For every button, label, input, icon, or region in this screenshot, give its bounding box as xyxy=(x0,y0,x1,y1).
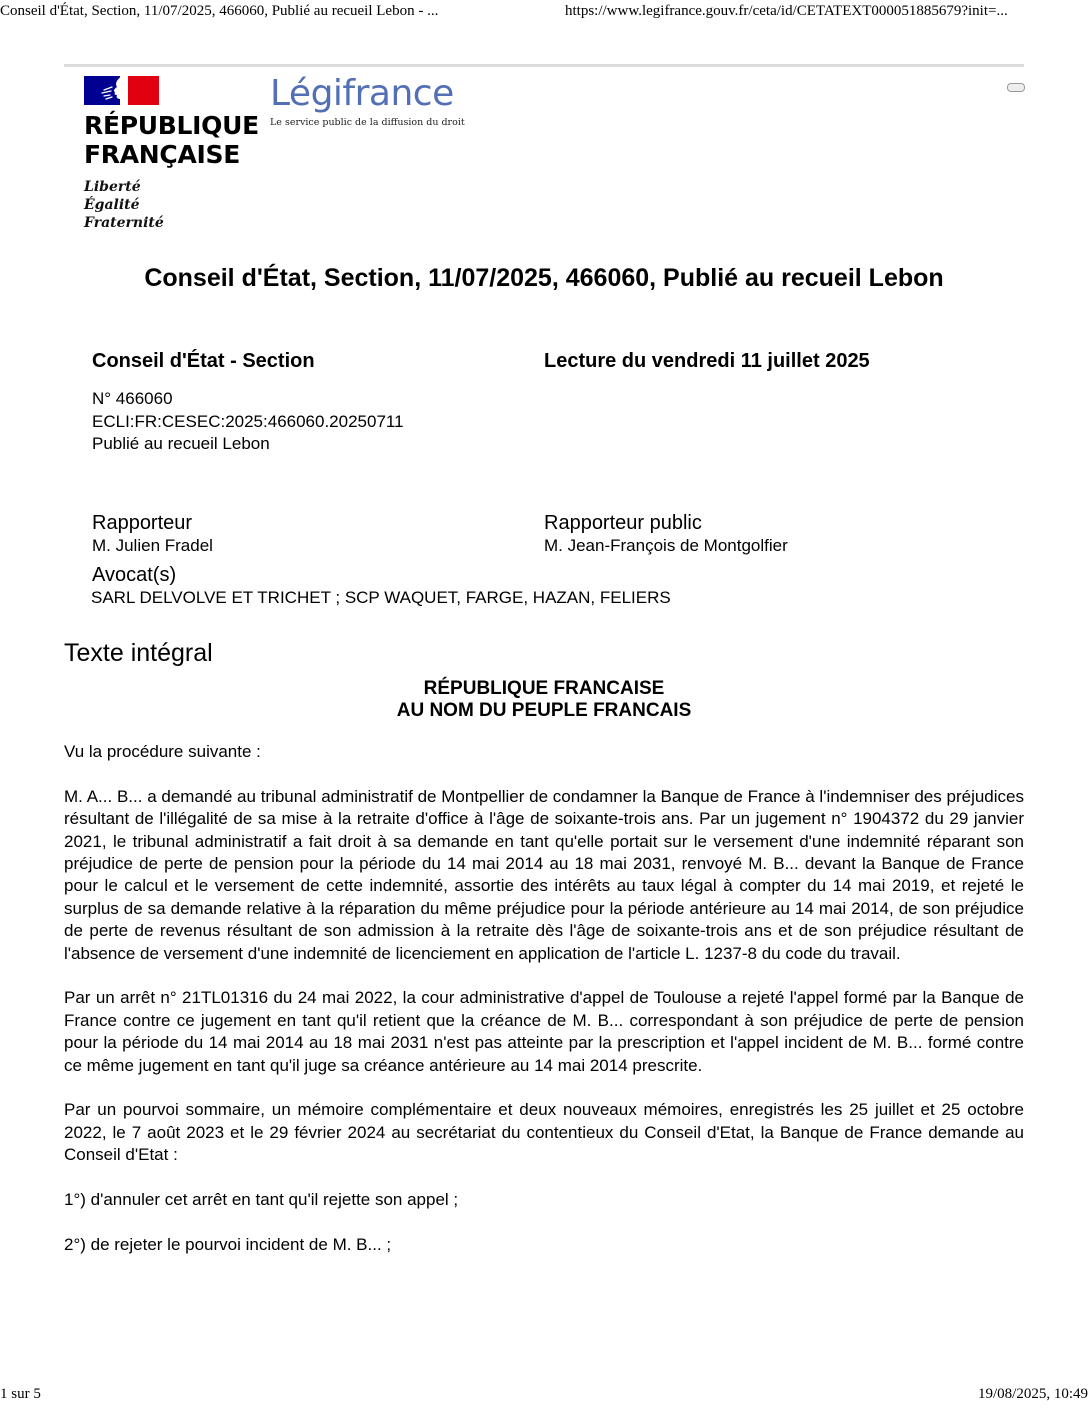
avocats xyxy=(92,563,992,610)
rapporteur-public-name: M. Jean-François de Montgolfier xyxy=(544,536,788,555)
marianne-profile-icon xyxy=(98,76,132,105)
paragraph-first-instance: M. A... B... a demandé au tribunal administratif de Montpellier de condamner la Banque de France à l'indemniser des préjudices résultant de l'illégalité de sa mise à la retraite d'office à l'âge de soixante-trois ans. Par un jugement n° 1904372 du 29 janvier 2021, le tribunal administratif a fait droit à sa demande en tant qu'elle portait sur le versement d'une indemnité réparant son préjudice de perte de pension pour la période du 14 mai 2014 au 18 mai 2031, renvoyé M. B... devant la Banque de France pour le calcul et le versement de cette indemnité, assortie des intérêts au taux légal à compter du 14 mai 2019, et rejeté le surplus de sa demande relative à la réparation du même préjudice pour la période antérieure au 14 mai 2014, de son préjudice de perte de revenus résultant de son admission à la retraite dès l'âge de soixante-trois ans et de son préjudice résultant de l'absence de versement d'une indemnité de licenciement en application de l'article L. 1237-8 du code du travail. xyxy=(64,786,1024,963)
print-page-title: Conseil d'État, Section, 11/07/2025, 466060, Publié au recueil Lebon - ... xyxy=(0,3,439,19)
rf-name-line1: RÉPUBLIQUE xyxy=(84,111,259,140)
paragraph-cassation: Par un pourvoi sommaire, un mémoire complémentaire et deux nouveaux mémoires, enregistrés les 25 juillet et 25 octobre 2022, le 7 août 2023 et le 29 février 2024 au secrétariat du contentieux du Conseil d'Etat, la Banque de France demande au Conseil d'Etat : xyxy=(64,1100,1024,1165)
rapporteurs xyxy=(92,511,992,558)
page-counter: 1 sur 5 xyxy=(0,1386,41,1402)
legifrance-logo[interactable] xyxy=(270,73,465,130)
court-name: Conseil d'État - Section xyxy=(92,350,315,372)
print-timestamp: 19/08/2025, 10:49 xyxy=(977,1386,1088,1402)
print-footer xyxy=(0,1386,1088,1408)
full-text-heading: Texte intégral xyxy=(64,639,213,667)
paragraph-conclusion-2: 2°) de rejeter le pourvoi incident de M. B... ; xyxy=(64,1234,392,1254)
republic-heading xyxy=(0,678,1088,721)
motto-liberte: Liberté xyxy=(84,179,141,195)
publication-status: Publié au recueil Lebon xyxy=(92,434,270,453)
republic-heading-line1: RÉPUBLIQUE FRANCAISE xyxy=(423,678,665,699)
marianne-flag-icon xyxy=(84,76,159,105)
menu-toggle-button[interactable] xyxy=(1007,83,1025,92)
avocats-names: SARL DELVOLVE ET TRICHET ; SCP WAQUET, FARGE, HAZAN, FELIERS xyxy=(91,588,671,607)
paragraph-appeal: Par un arrêt n° 21TL01316 du 24 mai 2022, la cour administrative d'appel de Toulouse a rejeté l'appel formé par la Banque de France contre ce jugement en tant qu'il retient que la créance de M. B... correspondant à son préjudice de perte de pension pour la période du 14 mai 2014 au 18 mai 2031 n'est pas atteinte par la prescription et l'appel incident de M. B... formé contre ce même jugement en tant qu'il juge sa créance antérieure au 14 mai 2014 prescrite. xyxy=(64,988,1024,1075)
paragraph-procedure-intro: Vu la procédure suivante : xyxy=(64,742,261,761)
rapporteur-public-label: Rapporteur public xyxy=(544,512,702,534)
motto-egalite: Égalité xyxy=(84,197,140,213)
legifrance-tagline: Le service public de la diffusion du droit xyxy=(270,117,465,128)
republic-motto xyxy=(84,178,274,232)
rf-name-line2: FRANÇAISE xyxy=(84,140,240,169)
print-url: https://www.legifrance.gouv.fr/ceta/id/CETATEXT000051885679?init=... xyxy=(565,3,1008,19)
legifrance-wordmark: Légifrance xyxy=(270,73,454,114)
republique-francaise-wordmark xyxy=(84,111,274,169)
paragraph-conclusion-1: 1°) d'annuler cet arrêt en tant qu'il rejette son appel ; xyxy=(64,1190,459,1210)
motto-fraternite: Fraternité xyxy=(84,215,164,231)
page-title: Conseil d'État, Section, 11/07/2025, 466060, Publié au recueil Lebon xyxy=(144,264,944,292)
case-number: N° 466060 xyxy=(92,389,173,408)
print-header xyxy=(0,3,1088,25)
ecli-identifier: ECLI:FR:CESEC:2025:466060.20250711 xyxy=(92,411,404,431)
avocats-label: Avocat(s) xyxy=(92,564,177,586)
republic-heading-line2: AU NOM DU PEUPLE FRANCAIS xyxy=(396,699,692,721)
header-divider xyxy=(64,64,1024,67)
rapporteur-label: Rapporteur xyxy=(92,512,193,534)
rapporteur-name: M. Julien Fradel xyxy=(92,536,213,555)
decision-body xyxy=(64,741,1024,1279)
reading-date: Lecture du vendredi 11 juillet 2025 xyxy=(544,350,870,372)
republique-francaise-logo[interactable] xyxy=(84,76,274,232)
decision-metadata xyxy=(92,349,992,456)
